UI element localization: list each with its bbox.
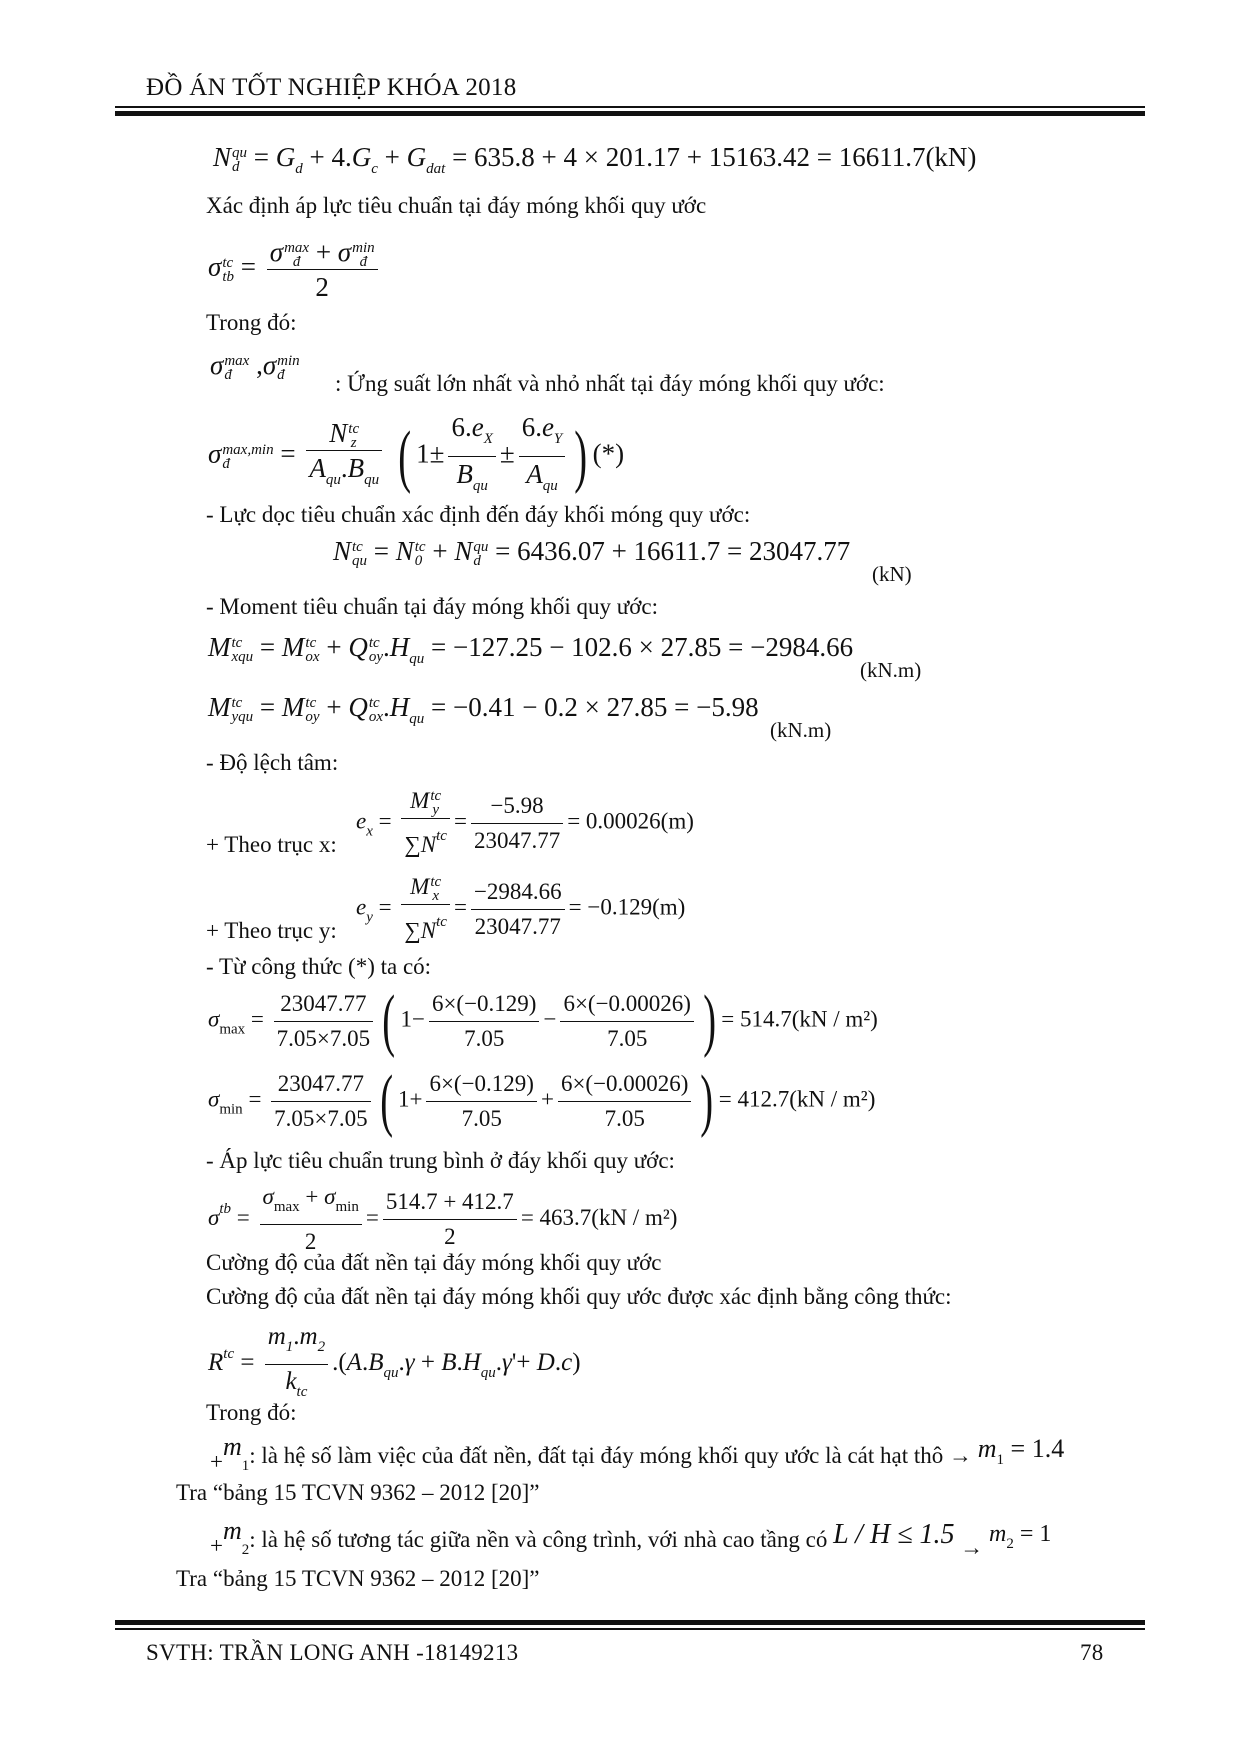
- paragraph-tu-cong-thuc: - Từ công thức (*) ta có:: [206, 954, 432, 979]
- smin-result: = 412.7(kN / m²): [718, 1086, 876, 1112]
- smin-term1-num: 6×(−0.129): [426, 1067, 537, 1102]
- header-rule-thin: [115, 106, 1145, 108]
- smax-term2-num: 6×(−0.00026): [560, 987, 694, 1022]
- trong-do-label-2: Trong đó:: [206, 1400, 297, 1425]
- m1-line: $+m_1$: là hệ số làm việc của đất nền, đất tại đáy móng khối quy ước là cát hạt thô → $m_1 = 1.4$: [210, 1432, 1065, 1474]
- smin-term1-den: 7.05: [461, 1105, 502, 1131]
- tra-bang-2: Tra “bảng 15 TCVN 9362 – 2012 [20]”: [176, 1566, 540, 1591]
- paragraph-cuong-do-1: Cường độ của đất nền tại đáy móng khối quy ước: [206, 1250, 662, 1275]
- equation-nqu-values: = 6436.07 + 16611.7 = 23047.77: [495, 536, 851, 566]
- sigma-definition-text: : Ứng suất lớn nhất và nhỏ nhất tại đáy móng khối quy ước:: [335, 371, 885, 396]
- formula-sigma-star: σ max,min đ = N tc z $A_{qu}.B_{qu}$ ( 1± $\frac{6.e_X}{B_{qu}}$ ± $\frac{6.e_Y}{A_{qu}}$ ) (*): [208, 412, 625, 495]
- footer-author: SVTH: TRẦN LONG ANH -18149213: [146, 1640, 519, 1665]
- unit-kn: (kN): [872, 562, 912, 586]
- paragraph-xac-dinh: Xác định áp lực tiêu chuẩn tại đáy móng khối quy ước: [206, 193, 707, 218]
- stb-result: = 463.7(kN / m²): [520, 1204, 678, 1230]
- ey-result: = −0.129(m): [568, 894, 686, 920]
- equation-sigma-min: $\sigma_{min}$ = $\frac{23047.77}{7.05\times 7.05}$ ( 1+ $\frac{6\times(-0.129)}{7.05}$ + $\frac{6\times(-0.00026)}{7.05}$ ) = 412.7(kN / m²): [208, 1062, 876, 1139]
- stb-den1: 2: [304, 1229, 317, 1254]
- smax-term2-den: 7.05: [607, 1025, 648, 1051]
- paragraph-moment: - Moment tiêu chuẩn tại đáy móng khối quy ước:: [206, 594, 658, 619]
- ex-numerator: −5.98: [471, 789, 563, 824]
- smax-result: = 514.7(kN / m²): [721, 1006, 878, 1032]
- equation-sigma-max: $\sigma_{max}$ = $\frac{23047.77}{7.05\times 7.05}$ ( 1− $\frac{6\times(-0.129)}{7.05}$ − $\frac{6\times(-0.00026)}{7.05}$ ) = 514.7(kN / m²): [208, 982, 878, 1059]
- ey-denominator: 23047.77: [474, 913, 561, 939]
- m2-text: : là hệ số tương tác giữa nền và công trình, với nhà cao tầng có: [249, 1527, 828, 1552]
- equation-sigma-tb: $\sigma^{tb}$ = $\frac{\sigma_{max} + \sigma_{min}}{2}$ = $\frac{514.7 + 412.7}{2}$ = 463.7(kN / m²): [208, 1180, 677, 1259]
- equation-nd-qu: N qu d = $G_d + 4.G_c + G_{dat} = 635.8 + 4 \times 201.17 + 15163.42 = 16611.7(kN)$: [213, 142, 977, 177]
- ex-denominator: 23047.77: [473, 827, 561, 853]
- fraction-two: 2: [315, 272, 329, 302]
- smin-term2-den: 7.05: [604, 1105, 645, 1131]
- footer-rule-thin: [115, 1628, 1145, 1630]
- m2-line: $+m_2$: là hệ số tương tác giữa nền và công trình, với nhà cao tầng có $L / H \le 1.5 \to m_2 = 1$: [210, 1516, 1052, 1560]
- ex-result: = 0.00026(m): [567, 808, 694, 834]
- equation-mx-values: = −127.25 − 102.6 × 27.85 = −2984.66: [430, 632, 854, 662]
- equation-m-xqu: M tc xqu = M tc ox + Q tc oy $.H_{qu} = -127.25 - 102.6 \times 27.85 = -2984.66$: [208, 632, 854, 667]
- page-header-title: ĐỒ ÁN TỐT NGHIỆP KHÓA 2018: [146, 74, 517, 101]
- theo-truc-x: + Theo trục x:: [206, 832, 337, 857]
- trong-do-label-1: Trong đó:: [206, 310, 297, 335]
- equation-my-values: = −0.41 − 0.2 × 27.85 = −5.98: [430, 692, 759, 722]
- smax-numerator: 23047.77: [274, 987, 373, 1022]
- paragraph-cuong-do-2: Cường độ của đất nền tại đáy móng khối quy ước được xác định bằng công thức:: [206, 1284, 952, 1309]
- smax-term1-den: 7.05: [464, 1025, 505, 1051]
- m1-value: = 1.4: [1010, 1434, 1065, 1463]
- m2-value: = 1: [1019, 1521, 1052, 1547]
- equation-ex: $e_x$ = M tc y $\sum N^{tc}$ = $\frac{-5.98}{23047.77}$ = 0.00026(m): [356, 784, 694, 862]
- smin-denominator: 7.05×7.05: [274, 1105, 368, 1131]
- m2-condition: L / H ≤ 1.5: [833, 1519, 955, 1550]
- stb-numerator2: 514.7 + 412.7: [383, 1185, 517, 1220]
- equation-m-yqu: M tc yqu = M tc oy + Q tc ox $.H_{qu} = -0.41 - 0.2 \times 27.85 = -5.98$: [208, 692, 759, 727]
- paragraph-do-lech-tam: - Độ lệch tâm:: [206, 750, 339, 775]
- ey-numerator: −2984.66: [471, 875, 565, 910]
- equation-nqu-tc: N tc qu = N tc 0 + N qu d = 6436.07 + 16611.7 = 23047.77: [333, 536, 851, 569]
- smin-numerator: 23047.77: [271, 1067, 370, 1102]
- header-rule-thick: [115, 111, 1145, 116]
- footer-page-number: 78: [1080, 1640, 1104, 1665]
- formula-sigma-tb: σ tc tb = σ max đ + σ min đ 2: [208, 235, 382, 304]
- sigma-max-min-definition: σ max đ ,σ min đ: [210, 350, 300, 383]
- m1-text: : là hệ số làm việc của đất nền, đất tại đáy móng khối quy ước là cát hạt thô →: [249, 1443, 972, 1468]
- paragraph-luc-doc: - Lực dọc tiêu chuẩn xác định đến đáy khối móng quy ước:: [206, 502, 751, 527]
- smax-term1-num: 6×(−0.129): [429, 987, 540, 1022]
- star-marker: (*): [592, 438, 625, 469]
- unit-knm-y: (kN.m): [770, 718, 832, 742]
- smax-denominator: 7.05×7.05: [276, 1025, 371, 1051]
- stb-den2: 2: [444, 1224, 456, 1249]
- equation-nd-values: = 635.8 + 4 × 201.17 + 15163.42 = 16611.7(kN): [452, 142, 977, 172]
- unit-knm-x: (kN.m): [860, 658, 922, 682]
- equation-ey: $e_y$ = M tc x $\sum N^{tc}$ = $\frac{-2984.66}{23047.77}$ = −0.129(m): [356, 870, 685, 948]
- smin-term2-num: 6×(−0.00026): [558, 1067, 692, 1102]
- theo-truc-y: + Theo trục y:: [206, 918, 337, 943]
- footer-rule-thick: [115, 1620, 1145, 1625]
- tra-bang-1: Tra “bảng 15 TCVN 9362 – 2012 [20]”: [176, 1480, 540, 1505]
- paragraph-ap-luc-tb: - Áp lực tiêu chuẩn trung bình ở đáy khối quy ước:: [206, 1148, 675, 1173]
- formula-r-tc: $R^{tc}$ = $\frac{m_1.m_2}{k_{tc}}$ $.(A.B_{qu}.\gamma + B.H_{qu}.\gamma'+ D.c)$: [208, 1320, 581, 1409]
